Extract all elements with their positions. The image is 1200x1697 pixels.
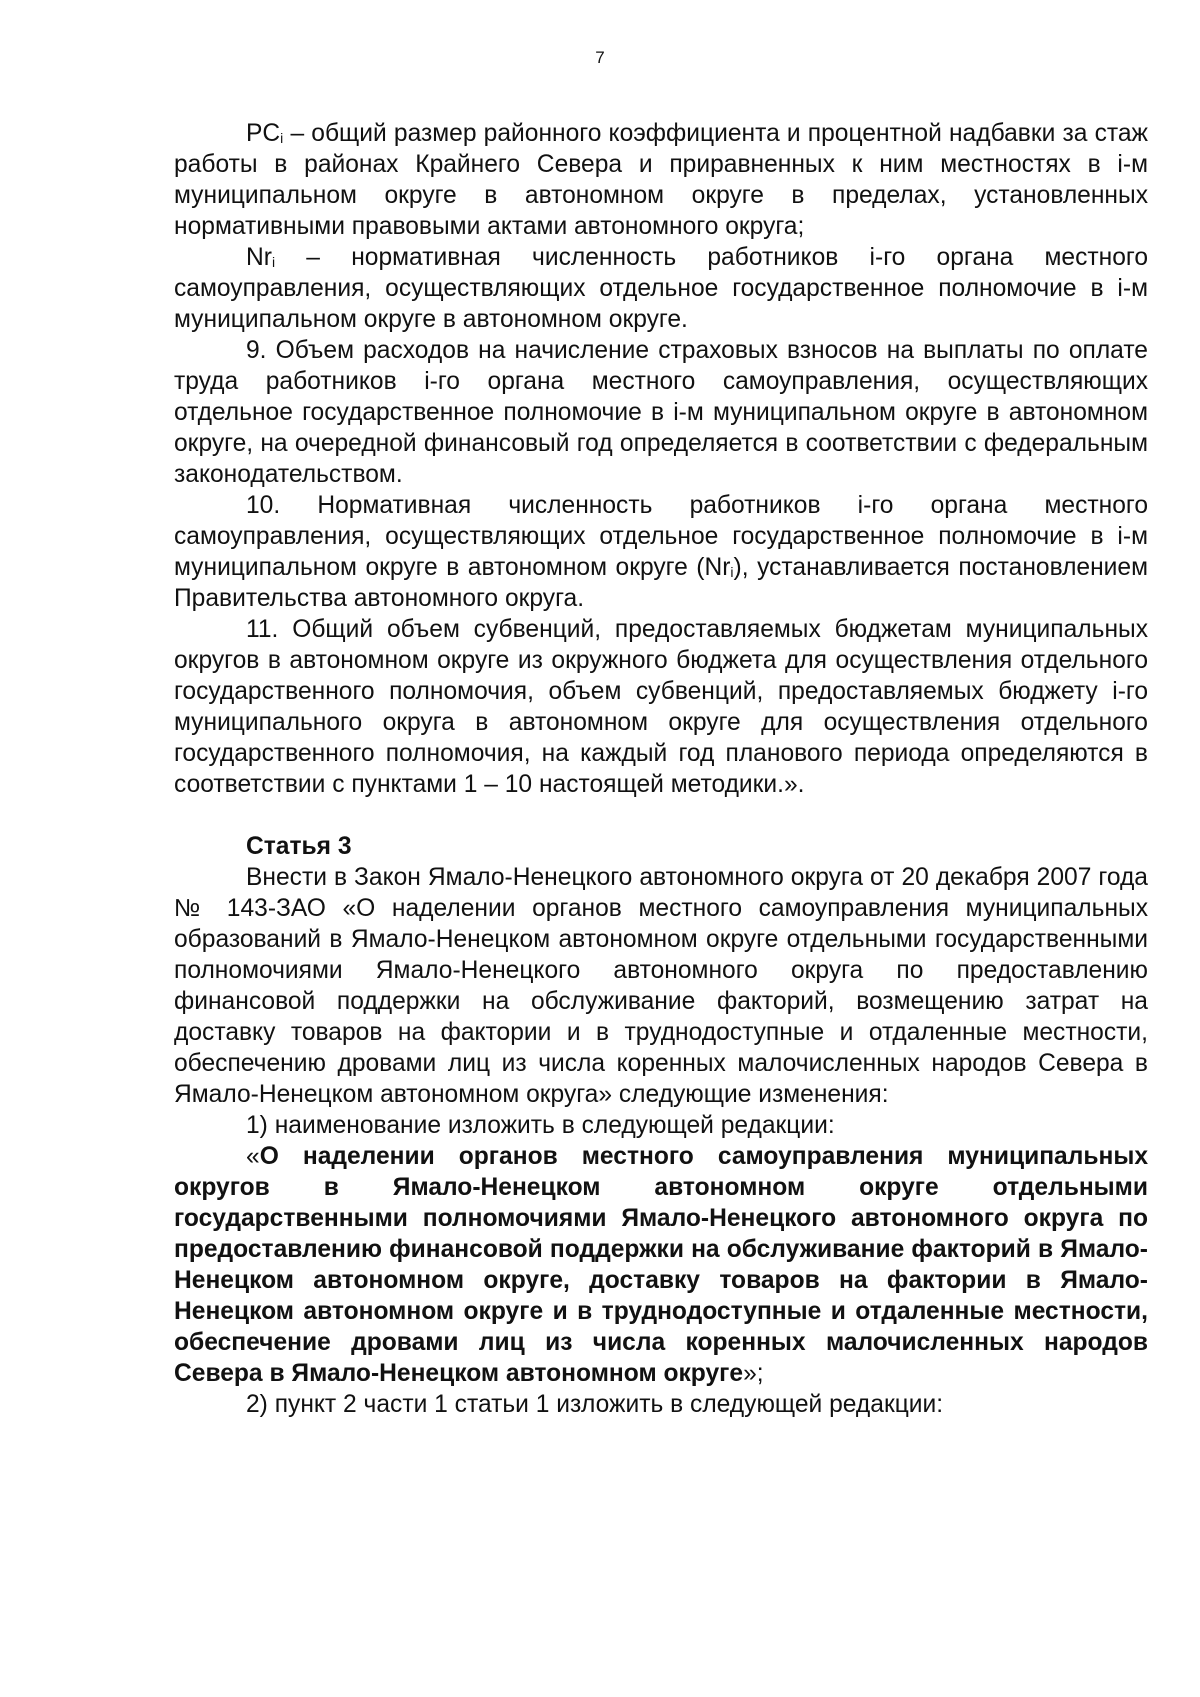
article-3-heading: Статья 3: [246, 833, 352, 860]
paragraph-nr-definition: $Nr_i$ – нормативная численность работников i-го органа местного самоуправления, осуществляющих отдельное государственное полномочие в i-м муниципальном округе в автономном округе.: [174, 244, 1148, 333]
paragraph-pc-definition: $PC_i$ – общий размер районного коэффициента и процентной надбавки за стаж работы в районах Крайнего Севера и приравненных к ним местностях в i-м муниципальном округе в автономном округе в пределах, установленных нормативными правовыми актами автономного округа;: [174, 120, 1148, 240]
document-body: [174, 118, 1148, 1420]
article-3-intro: Внести в Закон Ямало-Ненецкого автономного округа от 20 декабря 2007 года № 143-ЗАО «О наделении органов местного самоуправления муниципальных образований в Ямало-Ненецком автономном округе отдельными государственными полномочиями Ямало-Ненецкого автономного округа по предоставлению финансовой поддержки на обслуживание факторий, возмещению затрат на доставку товаров на фактории и в труднодоступные и отдаленные местности, обеспечению дровами лиц из числа коренных малочисленных народов Севера в Ямало-Ненецком автономном округа» следующие изменения:: [174, 864, 1148, 1108]
amendment-new-title: «О наделении органов местного самоуправления муниципальных округов в Ямало-Ненецком автономном округе отдельными государственными полномочиями Ямало-Ненецкого автономного округа по предоставлению финансовой поддержки на обслуживание факторий в Ямало-Ненецком автономном округе, доставку товаров на фактории в Ямало-Ненецком автономном округе и в труднодоступные и отдаленные местности, обеспечение дровами лиц из числа коренных малочисленных народов Севера в Ямало-Ненецком автономном округе»;: [174, 1143, 1148, 1387]
paragraph-9: 9. Объем расходов на начисление страховых взносов на выплаты по оплате труда работников i-го органа местного самоуправления, осуществляющих отдельное государственное полномочие в i-м муниципальном округе в автономном округе, на очередной финансовый год определяется в соответствии с федеральным законодательством.: [174, 337, 1148, 488]
paragraph-11: 11. Общий объем субвенций, предоставляемых бюджетам муниципальных округов в автономном округе из окружного бюджета для осуществления отдельного государственного полномочия, объем субвенций, предоставляемых бюджету i-го муниципального округа в автономном округе для осуществления отдельного государственного полномочия, на каждый год планового периода определяются в соответствии с пунктами 1 – 10 настоящей методики.».: [174, 616, 1148, 798]
amendment-item-1: 1) наименование изложить в следующей редакции:: [246, 1112, 835, 1139]
amendment-item-2: 2) пункт 2 части 1 статьи 1 изложить в следующей редакции:: [246, 1391, 944, 1418]
paragraph-10: 10. Нормативная численность работников i-го органа местного самоуправления, осуществляющих отдельное государственное полномочие в i-м муниципальном округе в автономном округе $(Nr_i)$, устанавливается постановлением Правительства автономного округа.: [174, 492, 1149, 612]
page-number: 7: [595, 48, 605, 67]
